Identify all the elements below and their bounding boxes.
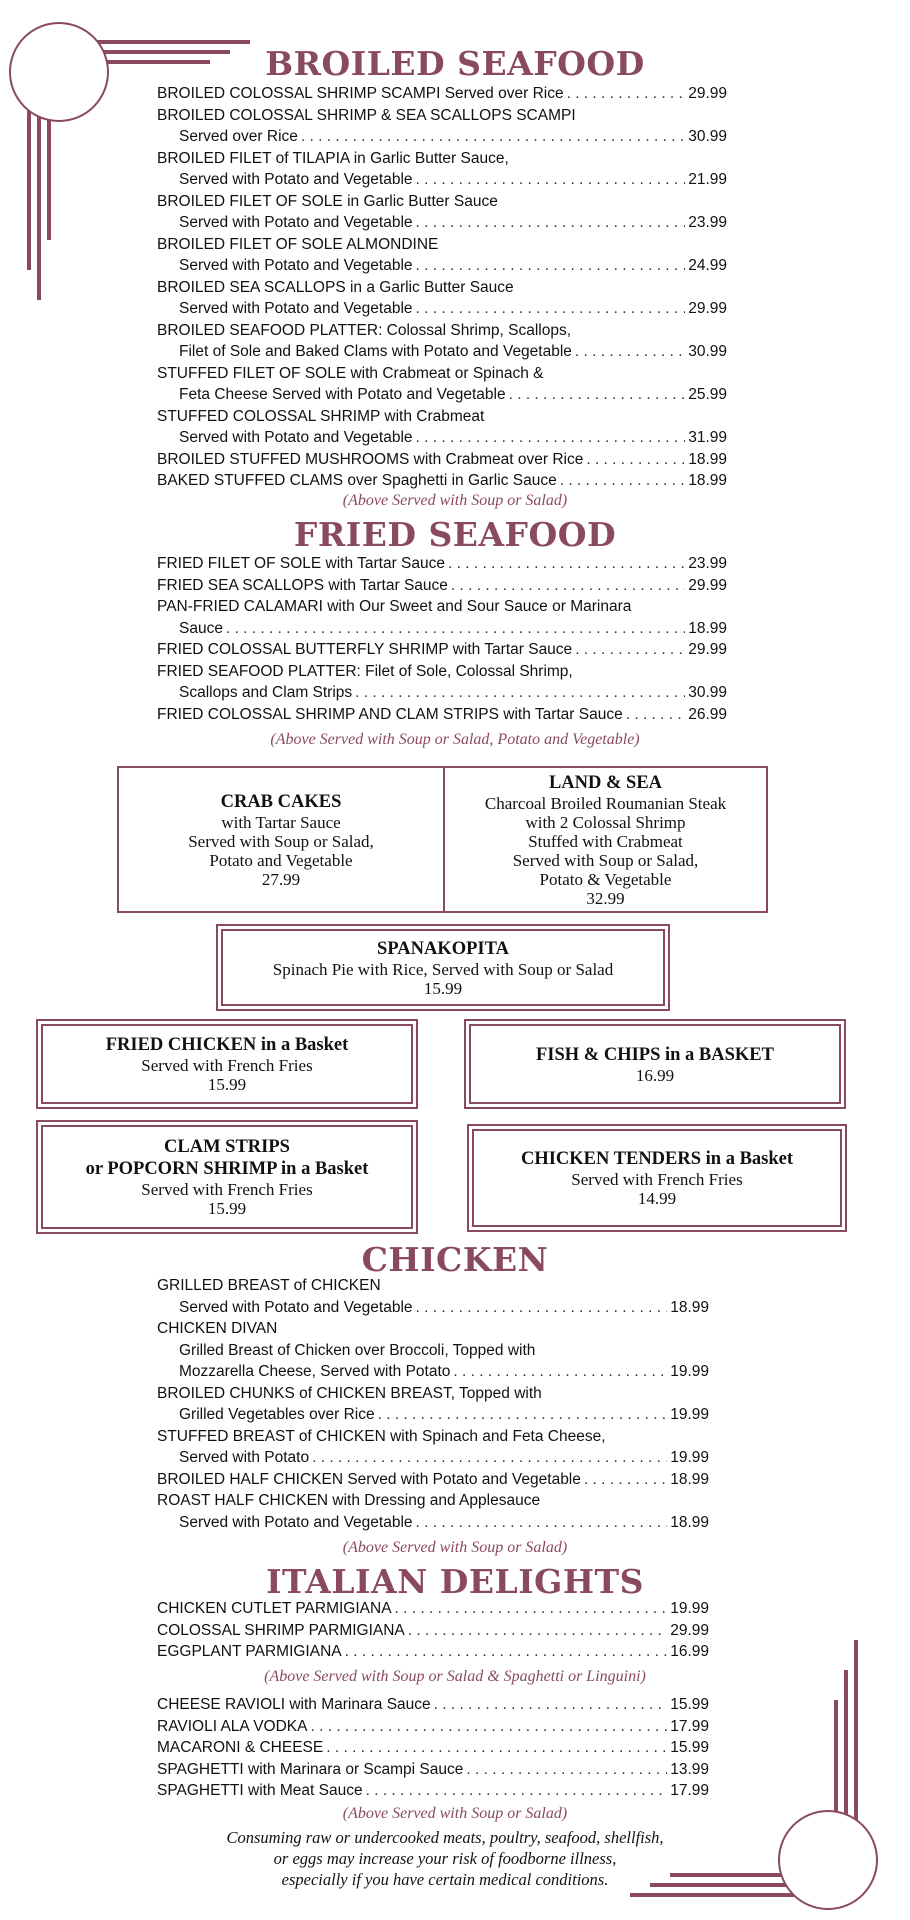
dot-leader [366,1780,668,1802]
menu-item [157,1447,709,1469]
menu-item-price: 17.99 [670,1782,709,1799]
dot-leader [416,1297,668,1319]
menu-item-name: CHICKEN CUTLET PARMIGIANA [157,1600,392,1617]
menu-item [157,1598,709,1620]
menu-item [157,126,727,148]
text-line: with 2 Colossal Shrimp [525,812,686,832]
menu-item [157,682,727,704]
menu-item-price: 29.99 [688,641,727,658]
clam-strips-price: 15.99 [207,1199,247,1218]
menu-item-price: 18.99 [670,1513,709,1531]
text-line: or eggs may increase your risk of foodborne illness, [273,1849,617,1868]
menu-item-name: PAN-FRIED CALAMARI with Our Sweet and Sour Sauce or Marinara [157,598,632,615]
menu-item-name: BROILED CHUNKS of CHICKEN BREAST, Topped with [157,1384,542,1402]
menu-item-name: FRIED COLOSSAL BUTTERFLY SHRIMP with Tartar Sauce [157,641,573,658]
menu-item [157,212,727,234]
menu-item-name: BAKED STUFFED CLAMS over Spaghetti in Garlic Sauce [157,472,557,489]
chicken-tenders-price: 14.99 [637,1189,677,1208]
dot-leader [312,1447,667,1469]
text-line: Served with French Fries [141,1180,313,1199]
menu-item-name: BROILED SEA SCALLOPS in a Garlic Butter Sauce [157,278,514,296]
menu-item [157,341,727,363]
menu-item-price: 31.99 [688,429,727,446]
menu-item [157,1512,709,1534]
menu-item-name: BROILED SEAFOOD PLATTER: Colossal Shrimp, Scallops, [157,321,572,339]
menu-item-price: 18.99 [688,619,727,637]
menu-item [157,1297,709,1319]
menu-item [157,1759,709,1781]
menu-item-name: BROILED HALF CHICKEN Served with Potato and Vegetable [157,1470,581,1488]
menu-item [157,553,727,575]
menu-item-price: 18.99 [688,472,727,489]
dot-leader [416,427,686,449]
menu-item [157,704,727,726]
dot-leader [448,553,685,575]
menu-item-name: COLOSSAL SHRIMP PARMIGIANA [157,1621,405,1639]
menu-item [157,83,727,105]
text-line: Potato & Vegetable [539,869,672,889]
broiled-seafood-list [157,83,727,492]
crab-cakes-price: 27.99 [261,869,301,889]
dot-leader [584,1469,667,1491]
menu-item-price: 18.99 [670,1298,709,1316]
menu-item [157,384,727,406]
dot-leader [355,682,685,704]
menu-item-name: Grilled Vegetables over Rice [179,1406,375,1423]
menu-item-name: GRILLED BREAST of CHICKEN [157,1277,381,1294]
dot-leader [395,1598,668,1620]
menu-item-name: STUFFED FILET OF SOLE with Crabmeat or Spinach & [157,364,544,382]
menu-item-name: SPAGHETTI with Marinara or Scampi Sauce [157,1760,464,1778]
menu-item-price: 18.99 [670,1470,709,1488]
menu-item-name: STUFFED COLOSSAL SHRIMP with Crabmeat [157,407,485,425]
dot-leader [310,1716,667,1738]
text-line: Charcoal Broiled Roumanian Steak [484,793,727,813]
dot-leader [453,1361,667,1383]
menu-item [157,1641,709,1663]
dot-leader [575,341,685,363]
fish-chips-title: FISH & CHIPS in a BASKET [536,1044,774,1065]
dot-leader [586,449,685,471]
dot-leader [466,1759,667,1781]
menu-item-name: Served with Potato [179,1449,310,1466]
text-line: Potato and Vegetable [209,850,353,870]
deco-bar [630,1893,805,1897]
crab-cakes-box [117,766,445,913]
menu-item-name: Scallops and Clam Strips [179,684,353,701]
menu-item-price: 30.99 [688,128,727,145]
menu-item-name: Filet of Sole and Baked Clams with Potato and Vegetable [179,343,572,360]
fish-chips-box [469,1024,841,1104]
spanakopita-box [221,929,665,1006]
menu-item-name: SPAGHETTI with Meat Sauce [157,1782,363,1799]
menu-item [157,1716,709,1738]
menu-item-name: FRIED FILET OF SOLE with Tartar Sauce [157,555,445,572]
menu-item-price: 25.99 [688,386,727,403]
italian-note-2: (Above Served with Soup or Salad) [342,1805,568,1822]
menu-item-name: Grilled Breast of Chicken over Broccoli, Topped with [179,1341,536,1359]
menu-item-name: Served with Potato and Vegetable [179,429,413,446]
text-line: Served with Soup or Salad, [512,850,699,870]
menu-item-price: 24.99 [688,257,727,274]
menu-item [157,1694,709,1716]
fish-chips-price: 16.99 [635,1065,675,1085]
dot-leader [416,255,686,277]
menu-item-name: ROAST HALF CHICKEN with Dressing and Applesauce [157,1492,541,1509]
dot-leader [408,1620,667,1642]
fried-chicken-price: 15.99 [207,1075,247,1094]
menu-item-name: FRIED SEA SCALLOPS with Tartar Sauce [157,576,448,594]
dot-leader [434,1694,668,1716]
menu-item [157,1469,709,1491]
menu-item-name: Served with Potato and Vegetable [179,214,413,231]
section-heading-chicken: CHICKEN [361,1240,549,1279]
menu-item-price: 23.99 [688,555,727,572]
menu-item-price: 15.99 [670,1739,709,1756]
menu-item-name: Served over Rice [179,128,298,145]
land-sea-title: LAND & SEA [548,772,663,793]
menu-item [157,449,727,471]
dot-leader [451,575,685,597]
spanakopita-title: SPANAKOPITA [377,938,509,959]
menu-item-name: Mozzarella Cheese, Served with Potato [179,1363,451,1380]
text-line: Served with French Fries [571,1170,743,1189]
menu-item-name: Served with Potato and Vegetable [179,171,413,188]
menu-item-name: FRIED SEAFOOD PLATTER: Filet of Sole, Colossal Shrimp, [157,662,573,680]
menu-item-name: BROILED FILET OF SOLE ALMONDINE [157,235,439,253]
menu-item-name: BROILED COLOSSAL SHRIMP & SEA SCALLOPS SCAMPI [157,106,576,124]
menu-item [157,298,727,320]
dot-leader [416,169,686,191]
fried-seafood-list [157,553,727,725]
dot-leader [560,470,686,492]
menu-item-name: Served with Potato and Vegetable [179,1513,413,1531]
menu-item-price: 30.99 [688,684,727,701]
dot-leader [416,1512,668,1534]
menu-item [157,470,727,492]
menu-item-name: BROILED STUFFED MUSHROOMS with Crabmeat over Rice [157,450,584,468]
menu-item-price: 29.99 [670,1621,709,1639]
menu-item-name: MACARONI & CHEESE [157,1739,324,1756]
menu-item-price: 30.99 [688,343,727,360]
clam-strips-desc [43,1180,411,1199]
crab-cakes-desc [119,813,443,870]
dot-leader [575,639,685,661]
dot-leader [345,1641,668,1663]
menu-item-price: 29.99 [688,300,727,317]
menu-item-price: 29.99 [688,576,727,594]
dot-leader [226,618,685,640]
section-heading-italian: ITALIAN DELIGHTS [266,1562,644,1601]
menu-item-name: Sauce [179,619,223,637]
menu-item-name: RAVIOLI ALA VODKA [157,1717,308,1735]
fried-seafood-note: (Above Served with Soup or Salad, Potato and Vegetable) [270,731,640,748]
food-warning [0,1827,890,1890]
menu-item-price: 19.99 [670,1449,709,1466]
chicken-tenders-box [472,1129,842,1227]
spanakopita-desc [223,960,663,979]
section-heading-broiled-seafood: BROILED SEAFOOD [265,44,645,83]
menu-item [157,1780,709,1802]
menu-item-price: 17.99 [670,1717,709,1735]
menu-item [157,639,727,661]
menu-item [157,1737,709,1759]
menu-item [157,169,727,191]
menu-item-price: 15.99 [670,1696,709,1713]
text-line: Stuffed with Crabmeat [528,831,683,851]
menu-item-price: 19.99 [670,1363,709,1380]
menu-item-name: EGGPLANT PARMIGIANA [157,1643,342,1660]
chicken-tenders-desc [474,1170,840,1189]
fried-chicken-box [41,1024,413,1104]
spanakopita-price: 15.99 [423,978,463,998]
menu-item-name: STUFFED BREAST of CHICKEN with Spinach and Feta Cheese, [157,1427,606,1445]
menu-item-name: Feta Cheese Served with Potato and Vegetable [179,386,506,403]
chicken-tenders-title: CHICKEN TENDERS in a Basket [520,1149,794,1169]
menu-item [157,1404,709,1426]
text-line: Consuming raw or undercooked meats, poultry, seafood, shellfish, [226,1828,664,1847]
menu-item-name: Served with Potato and Vegetable [179,300,413,317]
menu-item-name: CHICKEN DIVAN [157,1320,278,1337]
menu-item [157,618,727,640]
text-line: Spinach Pie with Rice, Served with Soup or Salad [272,959,614,979]
italian-list [157,1598,709,1663]
clam-strips-title2: or POPCORN SHRIMP in a Basket [85,1159,369,1179]
menu-item-price: 13.99 [670,1760,709,1778]
menu-item-price: 21.99 [688,171,727,188]
text-line: Served with Soup or Salad, [188,831,374,851]
menu-item-price: 19.99 [670,1406,709,1423]
italian-list-2 [157,1694,709,1802]
menu-item-price: 18.99 [688,450,727,468]
menu-item-price: 19.99 [670,1600,709,1617]
menu-item-price: 26.99 [688,705,727,723]
menu-item-price: 16.99 [670,1643,709,1660]
menu-item-name: BROILED COLOSSAL SHRIMP SCAMPI Served over Rice [157,85,564,102]
menu-item-name: BROILED FILET OF SOLE in Garlic Butter Sauce [157,192,498,210]
dot-leader [416,212,686,234]
menu-item-name: FRIED COLOSSAL SHRIMP AND CLAM STRIPS with Tartar Sauce [157,705,623,723]
fried-chicken-title: FRIED CHICKEN in a Basket [105,1035,349,1055]
land-sea-desc [445,794,766,889]
broiled-seafood-note: (Above Served with Soup or Salad) [342,492,568,509]
land-sea-box [443,766,768,913]
land-sea-price: 32.99 [586,888,625,908]
crab-cakes-title: CRAB CAKES [220,791,342,812]
menu-item-price: 23.99 [688,214,727,231]
menu-item [157,1361,709,1383]
dot-leader [626,704,685,726]
clam-strips-title: CLAM STRIPS [164,1137,290,1157]
dot-leader [378,1404,668,1426]
dot-leader [416,298,686,320]
text-line: especially if you have certain medical conditions. [281,1870,609,1889]
chicken-list [157,1275,709,1533]
clam-strips-box [41,1125,413,1229]
menu-item-price: 29.99 [688,85,727,102]
menu-item [157,575,727,597]
dot-leader [301,126,685,148]
menu-item-name: CHEESE RAVIOLI with Marinara Sauce [157,1696,431,1713]
menu-item [157,255,727,277]
section-heading-fried-seafood: FRIED SEAFOOD [293,515,617,554]
menu-item-name: Served with Potato and Vegetable [179,1298,413,1316]
dot-leader [567,83,686,105]
text-line: Served with French Fries [141,1056,313,1075]
dot-leader [509,384,686,406]
italian-note-1: (Above Served with Soup or Salad & Spaghetti or Linguini) [264,1668,646,1685]
chicken-note: (Above Served with Soup or Salad) [342,1539,568,1556]
menu-item-name: Served with Potato and Vegetable [179,257,413,274]
menu-item [157,1620,709,1642]
menu-item-name: BROILED FILET of TILAPIA in Garlic Butter Sauce, [157,149,509,167]
menu-item [157,427,727,449]
fried-chicken-desc [43,1056,411,1075]
dot-leader [326,1737,667,1759]
text-line: with Tartar Sauce [221,812,341,832]
